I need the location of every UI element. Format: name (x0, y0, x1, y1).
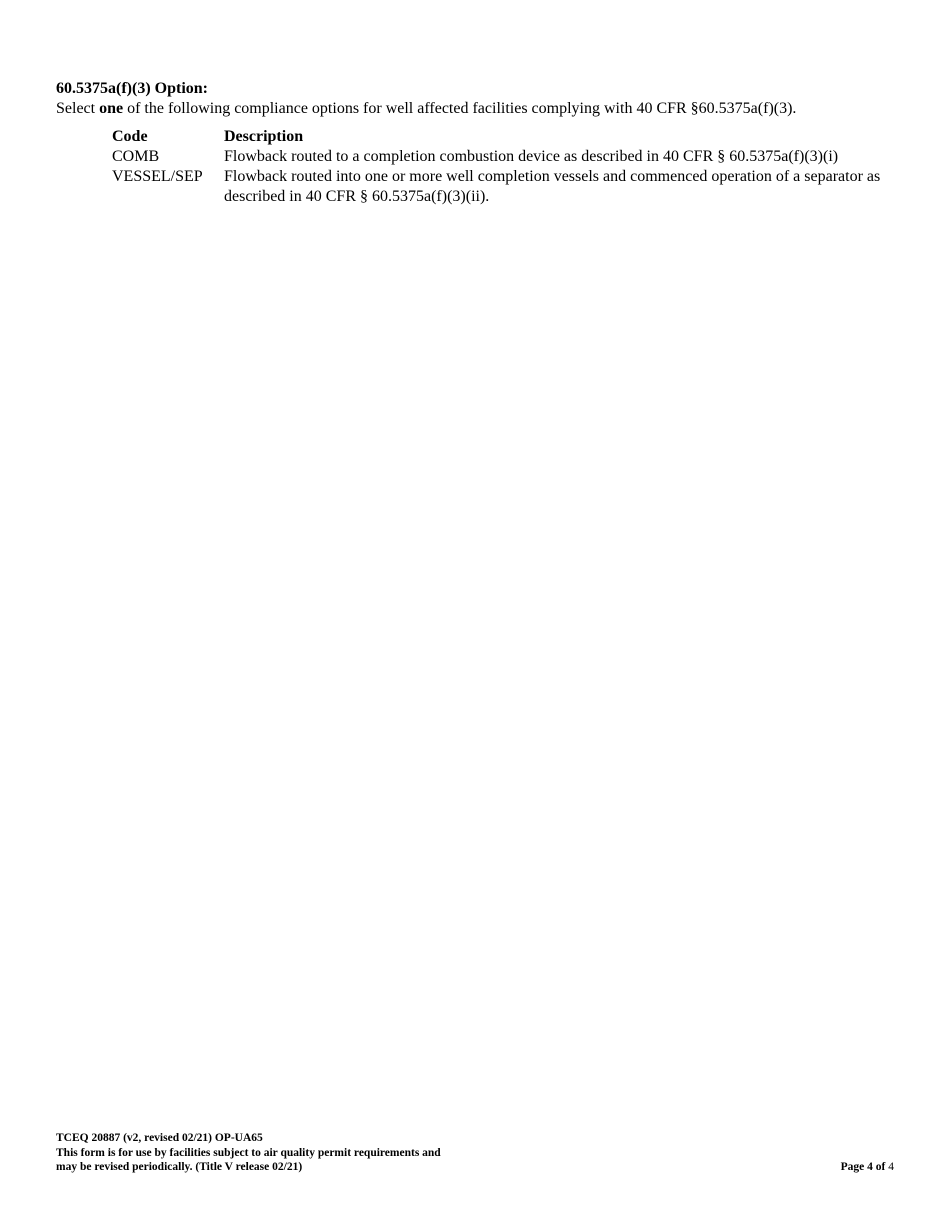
section-heading: 60.5375a(f)(3) Option: (56, 80, 208, 97)
page-number (841, 1160, 894, 1175)
instruction-prefix: Select (56, 100, 100, 117)
page-number-label: Page 4 of (840, 1161, 886, 1173)
code-cell: VESSEL/SEP (112, 168, 203, 185)
description-cell: Flowback routed into one or more well completion vessels and commenced operation of a separator as described in 40 CFR § 60.5375a(f)(3)(ii). (224, 168, 881, 205)
description-cell: Flowback routed to a completion combustion device as described in 40 CFR § 60.5375a(f)(3)(i) (224, 148, 839, 165)
instruction-suffix: of the following compliance options for well affected facilities complying with 40 CFR §60.5375a(f)(3). (123, 100, 797, 117)
table-row (112, 147, 884, 167)
instruction-emphasis: one (99, 100, 124, 117)
form-usage-line: This form is for use by facilities subject to air quality permit requirements and (56, 1146, 441, 1159)
table-row (112, 167, 884, 207)
form-revision-line: may be revised periodically. (Title V release 02/21) (56, 1161, 303, 1173)
page-number-total: 4 (888, 1161, 894, 1173)
code-column-header: Code (112, 128, 148, 145)
form-footer (56, 1131, 496, 1175)
description-column-header: Description (224, 128, 304, 145)
code-cell: COMB (112, 148, 160, 165)
form-id-line: TCEQ 20887 (v2, revised 02/21) OP-UA65 (56, 1132, 263, 1144)
instruction-text (56, 99, 796, 119)
compliance-code-table (112, 127, 884, 207)
table-header-row (112, 127, 884, 147)
